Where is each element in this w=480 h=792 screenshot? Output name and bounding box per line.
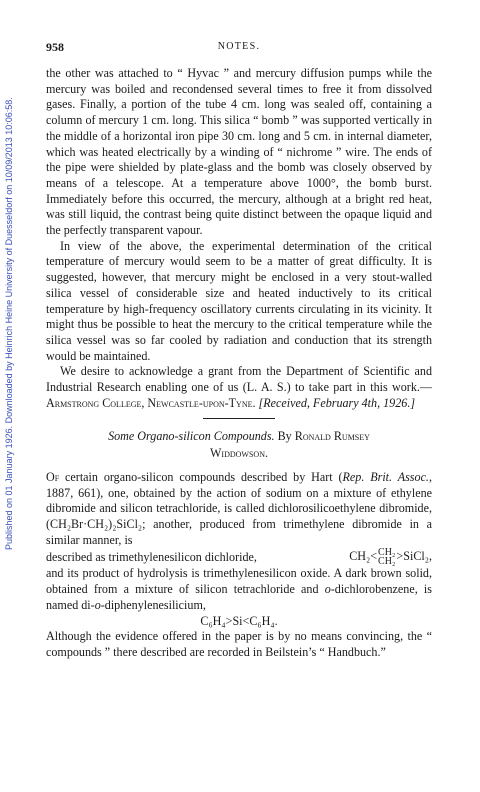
note-title-by: By	[277, 429, 292, 444]
described-text: described as trimethylenesilicon dichloride,	[46, 549, 257, 564]
formula-right: >SiCl₂,	[396, 549, 432, 564]
formula-left: CH₂<	[349, 549, 378, 564]
note-title-italic: Some Organo-silicon Compounds.	[108, 429, 275, 444]
paragraph-4-text-d: -dichlorobenzene, is named di-	[46, 582, 432, 612]
paragraph-2: In view of the above, the experimental determination of the critical temperature of mercury would seem to be a matter of great difficulty. It is suggested, however, that mercury might be enclosed in a very stout-walled silica vessel of considerable size and heated inductively to its critical temperature by high-frequency oscillatory currents circulating in its vicinity. It might thus be possible to heat the mercury to the critical temperature while the silica vessel was so far cooled by radiation and conduction that its strength would be maintained.	[46, 238, 432, 363]
page-body	[46, 66, 432, 661]
running-head: NOTES.	[217, 41, 261, 52]
formula-line	[46, 548, 432, 566]
acknowledgement-text: We desire to acknowledge a grant from the Department of Scientific and Industrial Research enabling one of us (L. A. S.) to take part in this work.—	[46, 364, 432, 395]
paragraph-5: Although the evidence offered in the paper is by no means convincing, the “ compounds ” there described are recorded in Beilstein’s “ Handbuch.”	[46, 629, 432, 659]
lead-word: Of	[46, 469, 60, 484]
download-watermark: Published on 01 January 1926. Downloaded by Heinrich Heine University of Duesseldorf on 10/09/2013 10:06:58.	[4, 97, 14, 550]
author-name-line1: Ronald Rumsey	[294, 429, 370, 444]
note-title	[46, 429, 432, 461]
ortho-prefix: o	[324, 582, 331, 597]
page-number: 958	[46, 40, 64, 54]
paragraph-4-text-e: -diphenylenesilicium,	[100, 597, 206, 612]
paragraph-1: the other was attached to “ Hyvac ” and mercury diffusion pumps while the mercury was boiled and recondensed several times to free it from dissolved gases. Finally, a portion of the tube 4 cm. long was sealed off, containing a column of mercury 1 cm. long. This silica “ bomb ” was supported vertically in the middle of a horizontal iron pipe 30 cm. long and 5 cm. in internal diameter, which was heated electrically by a winding of “ nichrome ” wire. The ends of the pipe were shielded by plate-glass and the bomb was closely observed by means of a telescope. At a temperature above 1000°, the bomb burst. Immediately before this occurred, the mercury, although at a bright red heat, was still liquid, the contrast being quite distinct between the opaque liquid and the perfectly transparent vapour.	[46, 66, 432, 238]
journal-reference: Rep. Brit. Assoc.	[342, 469, 429, 484]
paragraph-4-continued	[46, 566, 432, 613]
section-divider	[203, 418, 275, 419]
display-formula: C₆H₄>Si<C₆H₄.	[200, 613, 278, 628]
ring-formula	[349, 548, 432, 566]
page-header	[46, 40, 432, 56]
formula-bottom: CH₂	[378, 556, 396, 568]
formula-top: CH₂	[378, 547, 396, 559]
paragraph-3	[46, 364, 432, 411]
paragraph-4-text-b: , 1887, 661), one, obtained by the action of sodium on a mixture of ethylene dibromide and silicon tetrachloride, is called dichlorosilicoethylene dibromide, (CH₂Br·CH₂)₂SiCl₂; another, produced from trimethylene dibromide in a similar manner, is	[46, 469, 432, 547]
affiliation: Armstrong College, Newcastle-upon-Tyne.	[46, 395, 256, 410]
paragraph-4	[46, 470, 432, 549]
received-date: [Received, February 4th, 1926.]	[258, 395, 416, 410]
paragraph-4-text-a: certain organo-silicon compounds described by Hart (	[59, 469, 343, 484]
ortho-prefix-2: o	[94, 597, 101, 612]
author-name-line2: Widdowson.	[210, 446, 268, 461]
paragraph-4-text-c: and its product of hydrolysis is trimethylenesilicon oxide. A dark brown solid, obtained from a mixture of silicon tetrachloride and	[46, 566, 432, 597]
